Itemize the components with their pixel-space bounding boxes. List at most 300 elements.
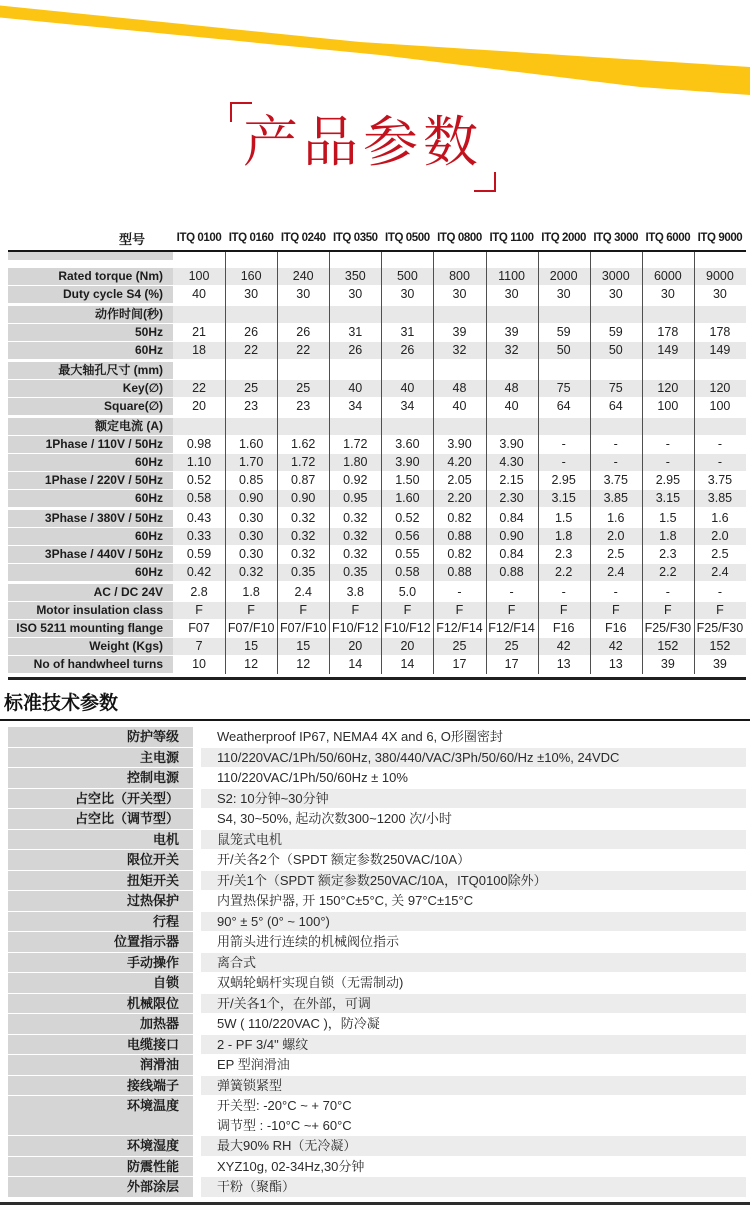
spec-value-cell: 30: [277, 286, 329, 303]
spec-row: [8, 324, 746, 341]
spec-value-cell: 30: [329, 286, 381, 303]
bottom-divider: [0, 1202, 750, 1205]
spec-row: [8, 268, 746, 285]
spec-value-cell: 0.59: [173, 546, 225, 563]
spec-value-cell: 22: [173, 380, 225, 397]
spec-row: [8, 510, 746, 527]
spec-value-cell: 0.90: [486, 528, 538, 545]
spec-value-cell: 0.32: [277, 510, 329, 527]
tech-row: [8, 994, 746, 1014]
spec-value-cell: 1.5: [538, 510, 590, 527]
spec-value-cell: 0.32: [329, 546, 381, 563]
spec-value-cell: 30: [433, 286, 485, 303]
spec-value-cell: 30: [642, 286, 694, 303]
spec-value-cell: F: [694, 602, 746, 619]
spec-row: [8, 342, 746, 359]
column-divider: [381, 252, 382, 674]
spec-value-cell: 25: [433, 638, 485, 655]
spec-value-cell: -: [538, 436, 590, 453]
tech-row-label: 机械限位: [8, 994, 193, 1014]
spec-value-cell: F: [642, 602, 694, 619]
spec-value-cell: F: [329, 602, 381, 619]
tech-row-label: 电缆接口: [8, 1035, 193, 1055]
tech-row-value: Weatherproof IP67, NEMA4 4X and 6, O形圈密封: [217, 729, 503, 744]
tech-row: [8, 1157, 746, 1177]
spec-row-label: Square(∅): [8, 398, 173, 415]
spec-value-cell: 1.10: [173, 454, 225, 471]
model-column-header: ITQ 9000: [697, 232, 743, 244]
spec-value-cell: 1.60: [381, 490, 433, 507]
spec-value-cell: 40: [433, 398, 485, 415]
model-column-header: ITQ 6000: [645, 232, 691, 244]
spec-value-cell: 1.70: [225, 454, 277, 471]
tech-row-value: 鼠笼式电机: [201, 830, 746, 850]
spec-value-cell: 0.35: [329, 564, 381, 581]
spec-value-cell: 800: [433, 268, 485, 285]
model-column-header: ITQ 1100: [489, 232, 534, 244]
spec-row: [8, 546, 746, 563]
yellow-swoosh-decoration: [0, 0, 750, 110]
spec-value-cell: 178: [694, 324, 746, 341]
spec-value-cell: 149: [642, 342, 694, 359]
spec-value-cell: 149: [694, 342, 746, 359]
spec-value-cell: 2.0: [590, 528, 642, 545]
spec-row: [8, 286, 746, 303]
spec-value-cell: 1.50: [381, 472, 433, 489]
column-divider: [225, 252, 226, 674]
spec-row: [8, 564, 746, 581]
tech-row-label: 手动操作: [8, 953, 193, 973]
model-column-header: ITQ 0240: [280, 232, 326, 244]
spec-value-cell: 75: [538, 380, 590, 397]
spec-value-cell: 6000: [642, 268, 694, 285]
column-divider: [694, 252, 695, 674]
spec-value-cell: [694, 362, 746, 379]
tech-row: [8, 789, 746, 809]
spec-value-cell: 64: [538, 398, 590, 415]
spec-value-cell: 31: [381, 324, 433, 341]
spec-value-cell: F25/F30: [694, 620, 746, 637]
tech-row: [8, 748, 746, 768]
tech-row-value: 内置热保护器, 开 150°C±5°C, 关 97°C±15°C: [217, 893, 474, 908]
tech-row: [8, 850, 746, 870]
spec-value-cell: 14: [329, 656, 381, 673]
spacer-label-cell: [8, 252, 173, 260]
spec-row-label: ISO 5211 mounting flange: [8, 620, 173, 637]
spec-value-cell: [642, 306, 694, 323]
spec-value-cell: 3.60: [381, 436, 433, 453]
tech-row: [8, 809, 746, 829]
spec-value-cell: 0.90: [225, 490, 277, 507]
spec-value-cell: -: [694, 584, 746, 601]
spec-row: [8, 620, 746, 637]
spec-row-label: Key(∅): [8, 380, 173, 397]
spec-value-cell: 18: [173, 342, 225, 359]
tech-row-label: 环境湿度: [8, 1136, 193, 1156]
tech-row-label: 主电源: [8, 748, 193, 768]
spec-value-cell: 1.62: [277, 436, 329, 453]
tech-row-value: 5W ( 110/220VAC )，防冷凝: [217, 1016, 380, 1031]
spec-row-label: 50Hz: [8, 324, 173, 341]
spec-value-cell: 2.5: [590, 546, 642, 563]
tech-table: [8, 727, 746, 1198]
spec-value-cell: 0.43: [173, 510, 225, 527]
spec-value-cell: 75: [590, 380, 642, 397]
spec-value-cell: 0.32: [329, 510, 381, 527]
spec-value-cell: 0.82: [433, 510, 485, 527]
spacer: [8, 260, 746, 268]
spec-value-cell: 39: [486, 324, 538, 341]
spec-value-cell: 3000: [590, 268, 642, 285]
spec-value-cell: 1.6: [590, 510, 642, 527]
spec-value-cell: 0.32: [329, 528, 381, 545]
spec-value-cell: F: [433, 602, 485, 619]
spec-value-cell: F12/F14: [433, 620, 485, 637]
spec-row-label: 3Phase / 380V / 50Hz: [8, 510, 173, 527]
tech-row-label: 电机: [8, 830, 193, 850]
spec-value-cell: 22: [277, 342, 329, 359]
spec-value-cell: 48: [486, 380, 538, 397]
tech-row-value: 开/关各2个（SPDT 额定参数250VAC/10A）: [217, 852, 471, 867]
spec-value-cell: [590, 418, 642, 435]
spec-value-cell: 39: [433, 324, 485, 341]
column-divider: [642, 252, 643, 674]
spec-value-cell: 178: [642, 324, 694, 341]
spec-value-cell: [277, 418, 329, 435]
spec-row: [8, 602, 746, 619]
spec-row: [8, 490, 746, 507]
column-divider: [486, 252, 487, 674]
column-divider: [277, 252, 278, 674]
spec-value-cell: [381, 418, 433, 435]
spec-value-cell: F: [538, 602, 590, 619]
spec-value-cell: 0.32: [225, 564, 277, 581]
tech-row: [8, 973, 746, 993]
spec-value-cell: 17: [486, 656, 538, 673]
spec-value-cell: [329, 306, 381, 323]
spec-value-cell: 3.8: [329, 584, 381, 601]
spec-value-cell: 0.32: [277, 528, 329, 545]
spec-value-cell: 100: [642, 398, 694, 415]
tech-section-divider: [0, 719, 750, 721]
tech-row-value: 90° ± 5° (0° ~ 100°): [201, 912, 746, 932]
spec-value-cell: 3.15: [642, 490, 694, 507]
spec-value-cell: 2.8: [173, 584, 225, 601]
spec-value-cell: 15: [225, 638, 277, 655]
spec-row-label: 60Hz: [8, 564, 173, 581]
spec-row: [8, 638, 746, 655]
spec-value-cell: F25/F30: [642, 620, 694, 637]
spec-value-cell: 30: [538, 286, 590, 303]
spec-value-cell: [277, 362, 329, 379]
spec-value-cell: 12: [277, 656, 329, 673]
spec-value-cell: 42: [538, 638, 590, 655]
spec-value-cell: [642, 362, 694, 379]
tech-row: [8, 768, 746, 788]
spec-row: [8, 362, 746, 379]
spec-value-cell: 0.58: [381, 564, 433, 581]
spec-value-cell: 120: [694, 380, 746, 397]
spec-value-cell: [225, 418, 277, 435]
tech-row-label: 自锁: [8, 973, 193, 993]
tech-row: [8, 727, 746, 747]
tech-row: [8, 932, 746, 952]
spec-value-cell: 3.85: [590, 490, 642, 507]
spec-value-cell: [173, 418, 225, 435]
tech-row-value: 2 - PF 3/4" 螺纹: [201, 1035, 746, 1055]
spec-value-cell: 1.60: [225, 436, 277, 453]
spec-value-cell: F10/F12: [329, 620, 381, 637]
spec-value-cell: [173, 362, 225, 379]
tech-row-label: 防护等级: [8, 727, 193, 747]
tech-row-label: 外部涂层: [8, 1177, 193, 1197]
spec-row: [8, 380, 746, 397]
spec-value-cell: 1100: [486, 268, 538, 285]
tech-row-label: 占空比（调节型）: [8, 809, 193, 829]
spec-value-cell: 40: [486, 398, 538, 415]
tech-row: [8, 871, 746, 891]
spec-value-cell: 0.52: [173, 472, 225, 489]
model-column-header: ITQ 0100: [176, 232, 222, 244]
spec-value-cell: -: [486, 584, 538, 601]
spec-value-cell: -: [642, 584, 694, 601]
spec-row-label: Weight (Kgs): [8, 638, 173, 655]
spec-row-label: 60Hz: [8, 528, 173, 545]
spec-value-cell: 4.20: [433, 454, 485, 471]
spec-value-cell: 2.30: [486, 490, 538, 507]
spec-value-cell: 25: [277, 380, 329, 397]
spec-row: [8, 584, 746, 601]
tech-row-label: 位置指示器: [8, 932, 193, 952]
spec-value-cell: 0.30: [225, 510, 277, 527]
spec-value-cell: -: [538, 584, 590, 601]
spec-value-cell: 2.0: [694, 528, 746, 545]
spec-value-cell: 2.4: [694, 564, 746, 581]
tech-value-line: 开关型: -20°C ~ + 70°C: [217, 1098, 352, 1113]
spec-row-label: No of handwheel turns: [8, 656, 173, 673]
model-column-header: ITQ 0500: [385, 232, 430, 244]
spec-value-cell: [433, 362, 485, 379]
spec-row-label: 额定电流 (A): [8, 418, 173, 435]
spec-value-cell: -: [538, 454, 590, 471]
spec-value-cell: 20: [329, 638, 381, 655]
spec-value-cell: 3.85: [694, 490, 746, 507]
spec-value-cell: -: [590, 436, 642, 453]
spec-value-cell: 152: [694, 638, 746, 655]
spec-value-cell: 2.95: [538, 472, 590, 489]
spec-value-cell: 2.05: [433, 472, 485, 489]
spec-value-cell: 152: [642, 638, 694, 655]
model-column-header: ITQ 0160: [228, 232, 274, 244]
spec-value-cell: 48: [433, 380, 485, 397]
spec-value-cell: 0.58: [173, 490, 225, 507]
spec-value-cell: 26: [277, 324, 329, 341]
spec-value-cell: 120: [642, 380, 694, 397]
page-title: [230, 102, 496, 192]
spec-value-cell: 1.8: [538, 528, 590, 545]
spec-value-cell: 0.88: [486, 564, 538, 581]
spec-value-cell: 0.92: [329, 472, 381, 489]
tech-section-title: 标准技术参数: [4, 693, 119, 714]
spec-value-cell: 32: [486, 342, 538, 359]
tech-row: [8, 891, 746, 911]
spec-value-cell: F16: [590, 620, 642, 637]
spec-value-cell: 30: [381, 286, 433, 303]
spec-value-cell: -: [642, 436, 694, 453]
spec-value-cell: -: [642, 454, 694, 471]
spec-value-cell: [433, 418, 485, 435]
spec-value-cell: [225, 306, 277, 323]
column-divider: [433, 252, 434, 674]
spec-value-cell: F: [225, 602, 277, 619]
spec-value-cell: -: [590, 584, 642, 601]
tech-row-value: EP 型润滑油: [217, 1057, 290, 1072]
spec-value-cell: 20: [173, 398, 225, 415]
tech-row: [8, 1177, 746, 1197]
spec-value-cell: 0.55: [381, 546, 433, 563]
model-column-header: ITQ 2000: [541, 232, 587, 244]
spacer-row: [8, 252, 746, 260]
spec-value-cell: 2.4: [277, 584, 329, 601]
column-divider: [590, 252, 591, 674]
spec-row-label: Duty cycle S4 (%): [8, 286, 173, 303]
spec-value-cell: [590, 362, 642, 379]
spec-value-cell: F: [277, 602, 329, 619]
tech-row-label: 占空比（开关型）: [8, 789, 193, 809]
spec-value-cell: 1.72: [329, 436, 381, 453]
spec-value-cell: [486, 362, 538, 379]
spec-value-cell: F12/F14: [486, 620, 538, 637]
spec-value-cell: 0.87: [277, 472, 329, 489]
spec-value-cell: [642, 418, 694, 435]
tech-row: [8, 1136, 746, 1156]
tech-row-label: 接线端子: [8, 1076, 193, 1096]
spec-value-cell: 15: [277, 638, 329, 655]
spec-value-cell: 10: [173, 656, 225, 673]
spec-row-label: Motor insulation class: [8, 602, 173, 619]
spec-value-cell: 0.35: [277, 564, 329, 581]
spec-value-cell: 39: [642, 656, 694, 673]
spec-row-label: 最大轴孔尺寸 (mm): [8, 362, 173, 379]
spec-value-cell: 5.0: [381, 584, 433, 601]
spec-value-cell: 14: [381, 656, 433, 673]
spec-value-cell: 26: [381, 342, 433, 359]
spec-value-cell: 23: [277, 398, 329, 415]
tech-row-value: S4, 30~50%, 起动次数300~1200 次/小时: [217, 811, 452, 826]
tech-row-label: 扭矩开关: [8, 871, 193, 891]
spec-row: [8, 472, 746, 489]
spec-row: [8, 656, 746, 673]
spec-value-cell: 0.56: [381, 528, 433, 545]
tech-row-value: 双蜗轮蜗杆实现自锁（无需制动): [217, 975, 404, 990]
spec-value-cell: 3.90: [433, 436, 485, 453]
tech-row-label: 加热器: [8, 1014, 193, 1034]
tech-row-label: 环境温度: [8, 1096, 193, 1135]
tech-row: [8, 1035, 746, 1055]
tech-row-value: [201, 1096, 746, 1135]
spec-value-cell: 7: [173, 638, 225, 655]
tech-row-label: 过热保护: [8, 891, 193, 911]
spec-value-cell: 40: [381, 380, 433, 397]
spec-value-cell: F16: [538, 620, 590, 637]
spec-value-cell: F10/F12: [381, 620, 433, 637]
tech-row-label: 防震性能: [8, 1157, 193, 1177]
tech-row-label: 控制电源: [8, 768, 193, 788]
spec-value-cell: [173, 306, 225, 323]
tech-row: [8, 830, 746, 850]
spec-value-cell: 1.6: [694, 510, 746, 527]
spec-value-cell: 1.8: [642, 528, 694, 545]
spec-value-cell: 1.80: [329, 454, 381, 471]
tech-row-value: 用箭头进行连续的机械阀位指示: [217, 934, 400, 949]
spec-value-cell: 0.90: [277, 490, 329, 507]
spec-value-cell: 2.3: [642, 546, 694, 563]
spec-row: [8, 306, 746, 323]
spec-value-cell: 31: [329, 324, 381, 341]
spec-value-cell: 25: [486, 638, 538, 655]
spec-value-cell: 0.42: [173, 564, 225, 581]
tech-row-value: 110/220VAC/1Ph/50/60Hz, 380/440/VAC/3Ph/50/60/Hz ±10%, 24VDC: [201, 748, 746, 768]
spec-value-cell: 100: [173, 268, 225, 285]
spec-row-label: 动作时间(秒): [8, 306, 173, 323]
tech-row: [8, 1096, 746, 1135]
spec-value-cell: 59: [590, 324, 642, 341]
spec-value-cell: 64: [590, 398, 642, 415]
spec-value-cell: 23: [225, 398, 277, 415]
spec-value-cell: 13: [538, 656, 590, 673]
spec-value-cell: 0.84: [486, 546, 538, 563]
spec-value-cell: 100: [694, 398, 746, 415]
tech-row-value: 110/220VAC/1Ph/50/60Hz ± 10%: [217, 770, 408, 785]
spec-value-cell: 240: [277, 268, 329, 285]
spec-value-cell: 0.32: [277, 546, 329, 563]
spec-value-cell: 3.15: [538, 490, 590, 507]
spec-row: [8, 436, 746, 453]
tech-row: [8, 953, 746, 973]
spec-value-cell: 26: [329, 342, 381, 359]
spec-value-cell: 3.75: [590, 472, 642, 489]
spec-value-cell: 25: [225, 380, 277, 397]
spec-value-cell: [538, 418, 590, 435]
spec-value-cell: F: [590, 602, 642, 619]
spec-value-cell: [538, 306, 590, 323]
spec-value-cell: 0.98: [173, 436, 225, 453]
spec-value-cell: F: [486, 602, 538, 619]
spec-row-label: 60Hz: [8, 342, 173, 359]
spec-table: [8, 226, 746, 680]
spec-value-cell: 34: [381, 398, 433, 415]
spec-value-cell: 9000: [694, 268, 746, 285]
spec-value-cell: [486, 306, 538, 323]
spec-value-cell: [381, 362, 433, 379]
spec-value-cell: 0.88: [433, 564, 485, 581]
spec-value-cell: 21: [173, 324, 225, 341]
spec-value-cell: 0.95: [329, 490, 381, 507]
spec-row-label: 1Phase / 220V / 50Hz: [8, 472, 173, 489]
spec-value-cell: 50: [590, 342, 642, 359]
spec-value-cell: 2.3: [538, 546, 590, 563]
spec-value-cell: 30: [225, 286, 277, 303]
spec-value-cell: [694, 418, 746, 435]
spec-value-cell: 32: [433, 342, 485, 359]
spec-value-cell: F07: [173, 620, 225, 637]
spec-row-label: 1Phase / 110V / 50Hz: [8, 436, 173, 453]
spec-table-body: [8, 252, 746, 680]
column-divider: [329, 252, 330, 674]
tech-row-value: 干粉（聚酯）: [201, 1177, 746, 1197]
spec-value-cell: 0.82: [433, 546, 485, 563]
spec-row-label: AC / DC 24V: [8, 584, 173, 601]
